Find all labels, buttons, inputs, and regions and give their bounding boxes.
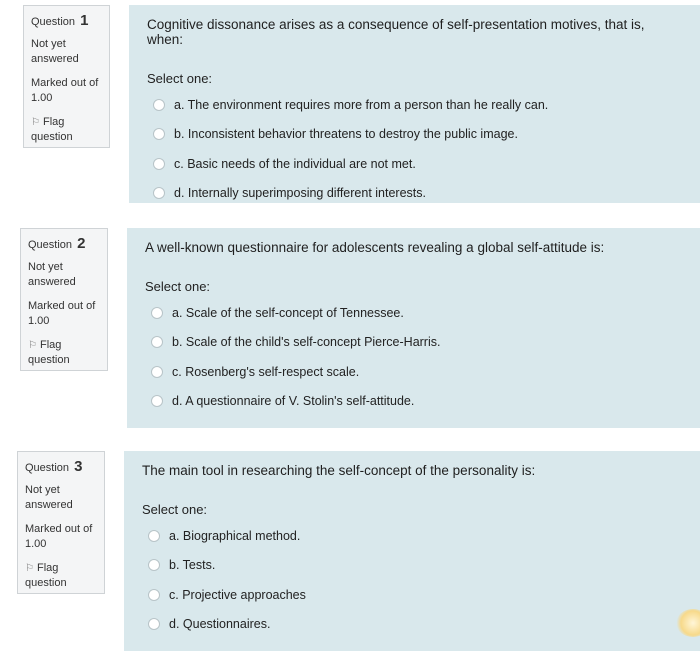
question-content-1 bbox=[129, 5, 700, 203]
question-number bbox=[25, 458, 97, 475]
flag-question-label: Flag question bbox=[25, 562, 67, 589]
flag-question-link[interactable] bbox=[31, 115, 102, 145]
flag-icon: ⚐ bbox=[28, 340, 37, 351]
question-state: Not yet answered bbox=[28, 261, 76, 288]
select-one-prompt: Select one: bbox=[145, 279, 211, 294]
question-content-3 bbox=[124, 451, 700, 651]
answer-option-label: b. Tests. bbox=[169, 558, 216, 573]
answer-option-d[interactable] bbox=[153, 179, 682, 209]
radio-button[interactable] bbox=[151, 366, 163, 378]
flag-icon: ⚐ bbox=[25, 563, 34, 574]
question-number-value: 1 bbox=[80, 12, 89, 29]
radio-button[interactable] bbox=[153, 187, 165, 199]
radio-button[interactable] bbox=[153, 99, 165, 111]
answer-option-label: a. Biographical method. bbox=[169, 528, 301, 543]
answer-option-a[interactable] bbox=[153, 90, 682, 120]
question-text: The main tool in researching the self-concept of the personality is: bbox=[142, 463, 536, 478]
answer-option-c[interactable] bbox=[148, 580, 682, 610]
question-label: Question bbox=[28, 239, 73, 251]
question-number bbox=[28, 235, 100, 252]
answer-option-label: d. A questionnaire of V. Stolin's self-attitude. bbox=[172, 394, 415, 409]
radio-button[interactable] bbox=[148, 589, 160, 601]
answer-option-label: c. Projective approaches bbox=[169, 587, 306, 602]
answer-option-label: d. Questionnaires. bbox=[169, 617, 271, 632]
radio-button[interactable] bbox=[148, 559, 160, 571]
radio-button[interactable] bbox=[148, 618, 160, 630]
question-label: Question bbox=[25, 462, 70, 474]
question-text: Cognitive dissonance arises as a consequence of self-presentation motives, that is, when: bbox=[147, 17, 645, 47]
answer-option-b[interactable] bbox=[151, 328, 682, 358]
question-info-1 bbox=[23, 5, 110, 148]
radio-button[interactable] bbox=[153, 158, 165, 170]
answer-option-label: c. Rosenberg's self-respect scale. bbox=[172, 364, 360, 379]
question-grade: Marked out of 1.00 bbox=[31, 77, 99, 104]
question-number-value: 2 bbox=[77, 235, 86, 252]
question-content-2 bbox=[127, 228, 700, 428]
question-info-3 bbox=[17, 451, 105, 594]
flag-icon: ⚐ bbox=[31, 117, 40, 128]
answer-option-label: b. Inconsistent behavior threatens to destroy the public image. bbox=[174, 127, 518, 142]
flag-question-link[interactable] bbox=[25, 561, 97, 591]
flag-question-label: Flag question bbox=[31, 116, 73, 143]
question-number bbox=[31, 12, 102, 29]
answer-option-b[interactable] bbox=[153, 120, 682, 150]
flag-question-link[interactable] bbox=[28, 338, 100, 368]
radio-button[interactable] bbox=[148, 530, 160, 542]
answer-option-label: a. The environment requires more from a person than he really can. bbox=[174, 97, 549, 112]
answer-options bbox=[145, 298, 682, 416]
select-one-prompt: Select one: bbox=[142, 502, 208, 517]
question-state: Not yet answered bbox=[25, 484, 73, 511]
answer-option-a[interactable] bbox=[148, 521, 682, 551]
answer-option-b[interactable] bbox=[148, 551, 682, 581]
answer-options bbox=[147, 90, 682, 208]
answer-option-label: c. Basic needs of the individual are not met. bbox=[174, 156, 416, 171]
question-info-2 bbox=[20, 228, 108, 371]
radio-button[interactable] bbox=[153, 128, 165, 140]
radio-button[interactable] bbox=[151, 395, 163, 407]
question-grade: Marked out of 1.00 bbox=[25, 523, 93, 550]
select-one-prompt: Select one: bbox=[147, 71, 213, 86]
radio-button[interactable] bbox=[151, 307, 163, 319]
question-number-value: 3 bbox=[74, 458, 83, 475]
answer-option-d[interactable] bbox=[151, 387, 682, 417]
question-label: Question bbox=[31, 16, 76, 28]
answer-option-c[interactable] bbox=[151, 357, 682, 387]
answer-option-label: d. Internally superimposing different interests. bbox=[174, 186, 426, 201]
answer-option-c[interactable] bbox=[153, 149, 682, 179]
answer-option-label: a. Scale of the self-concept of Tennessee. bbox=[172, 305, 404, 320]
answer-option-label: b. Scale of the child's self-concept Pierce-Harris. bbox=[172, 335, 441, 350]
answer-option-d[interactable] bbox=[148, 610, 682, 640]
question-state: Not yet answered bbox=[31, 38, 79, 65]
question-text: A well-known questionnaire for adolescents revealing a global self-attitude is: bbox=[145, 240, 605, 255]
answer-option-a[interactable] bbox=[151, 298, 682, 328]
answer-options bbox=[142, 521, 682, 639]
flag-question-label: Flag question bbox=[28, 339, 70, 366]
radio-button[interactable] bbox=[151, 336, 163, 348]
question-grade: Marked out of 1.00 bbox=[28, 300, 96, 327]
